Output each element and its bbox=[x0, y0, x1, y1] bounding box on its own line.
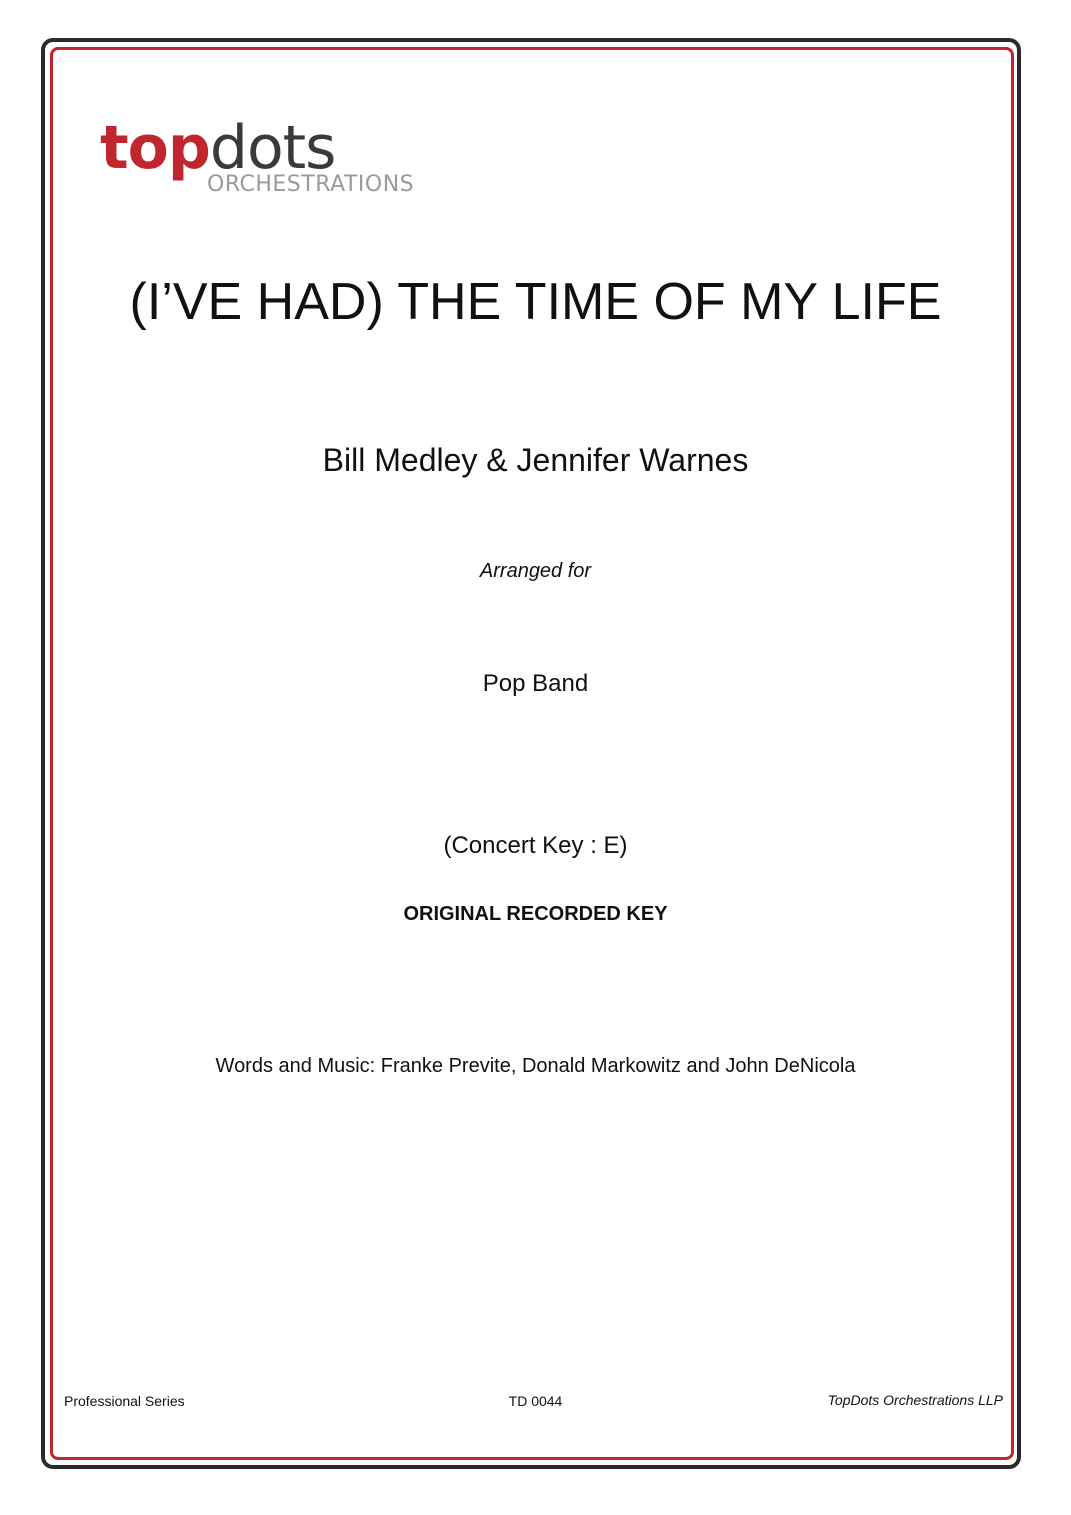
inner-page-border bbox=[50, 47, 1014, 1460]
song-title: (I’VE HAD) THE TIME OF MY LIFE bbox=[129, 273, 942, 331]
artist-name: Bill Medley & Jennifer Warnes bbox=[322, 442, 749, 478]
logo-subtitle: ORCHESTRATIONS bbox=[207, 172, 415, 197]
topdots-logo bbox=[100, 112, 440, 202]
logo-top-text: top bbox=[100, 113, 210, 183]
footer-catalog-number: TD 0044 bbox=[508, 1393, 563, 1409]
arranged-for-label: Arranged for bbox=[479, 560, 592, 582]
footer-series: Professional Series bbox=[64, 1393, 185, 1409]
concert-key: (Concert Key : E) bbox=[443, 832, 628, 859]
ensemble-name: Pop Band bbox=[482, 670, 589, 697]
logo-dots-text: dots bbox=[209, 113, 336, 183]
footer-publisher: TopDots Orchestrations LLP bbox=[827, 1392, 1003, 1408]
original-key-note: ORIGINAL RECORDED KEY bbox=[403, 903, 668, 925]
songwriter-credits: Words and Music: Franke Previte, Donald Markowitz and John DeNicola bbox=[215, 1055, 856, 1077]
